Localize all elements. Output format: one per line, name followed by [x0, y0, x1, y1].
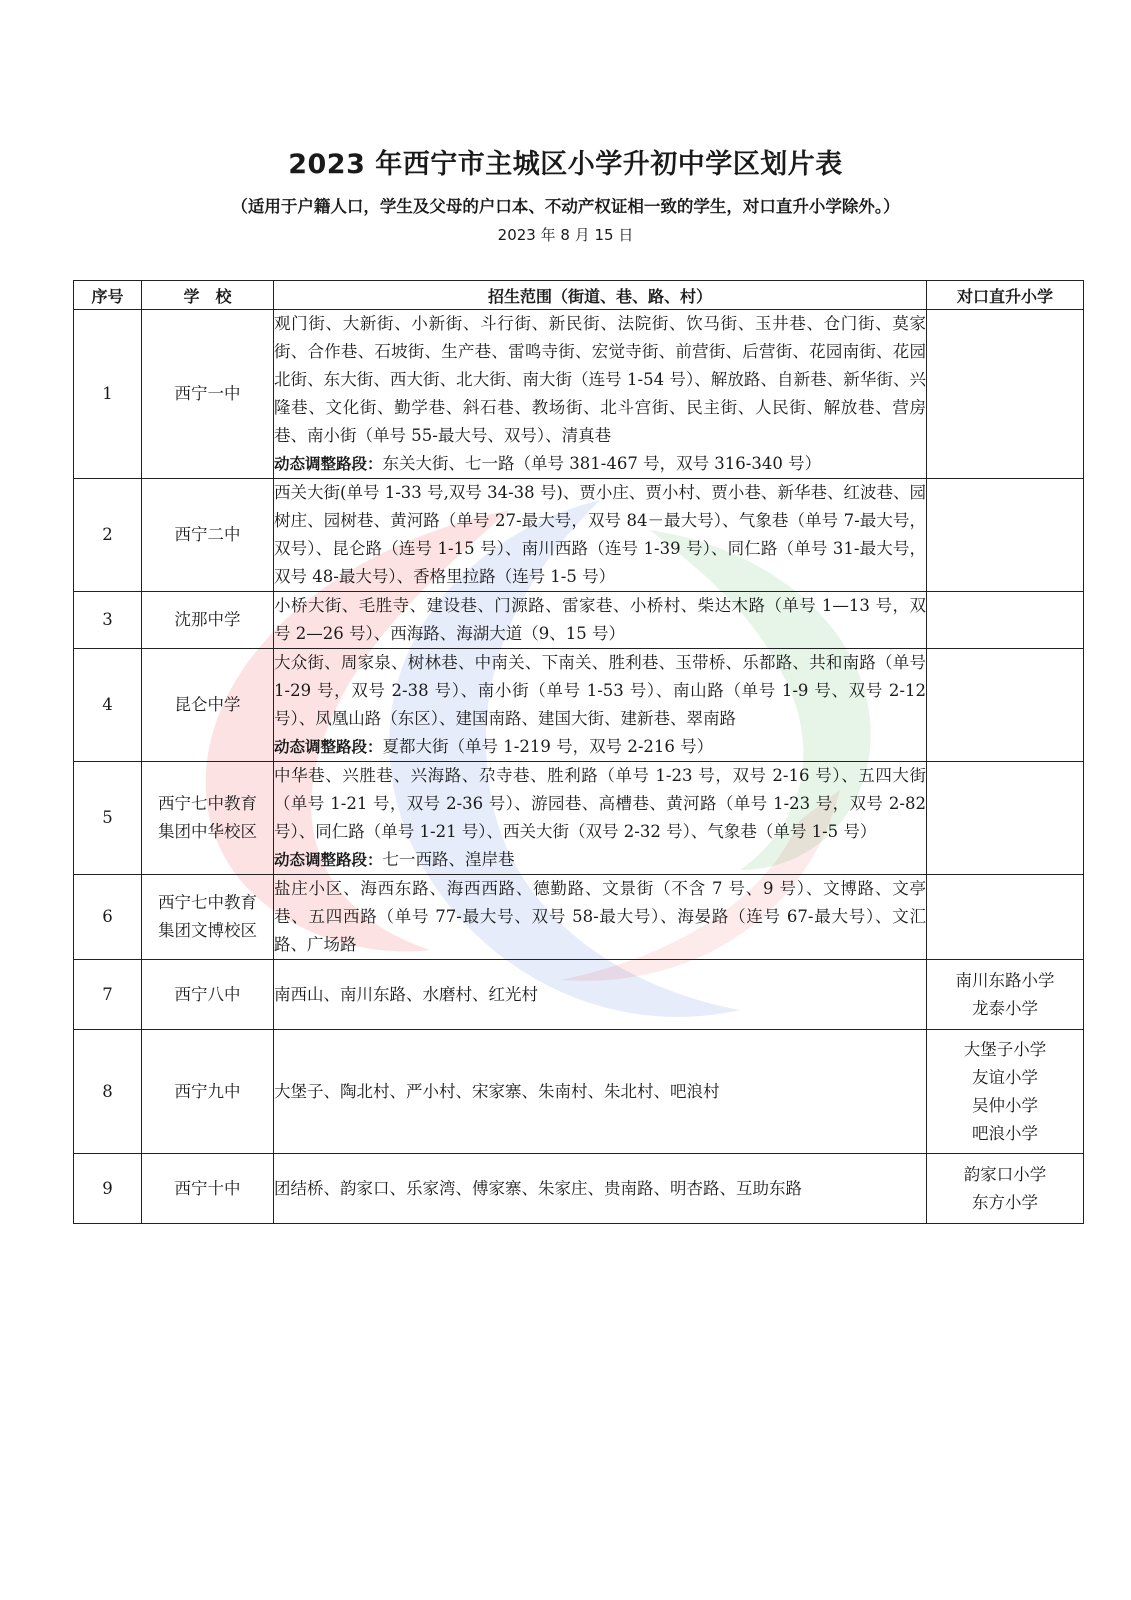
feeder-school: 东方小学 — [972, 1192, 1038, 1212]
row-school — [142, 762, 274, 875]
school-name: 昆仑中学 — [174, 695, 241, 714]
school-name: 西宁七中教育 — [158, 893, 257, 912]
row-feeder — [927, 649, 1084, 762]
row-school — [142, 592, 274, 649]
row-range — [274, 875, 927, 960]
row-feeder — [927, 479, 1084, 592]
row-school — [142, 479, 274, 592]
row-feeder — [927, 310, 1084, 479]
dynamic-adjustment — [274, 733, 926, 761]
row-index: 2 — [74, 479, 142, 592]
range-text: 中华巷、兴胜巷、兴海路、尕寺巷、胜利路（单号 1-23 号，双号 2-16 号）、五四大街（单号 1-21 号，双号 2-36 号）、游园巷、高槽巷、黄河路（单号 1-23 号，双号 2-82 号）、同仁路（单号 1-21 号）、西关大街（双号 2-32 号）、气象巷（单号 1-5 号） — [274, 766, 926, 841]
range-text: 南西山、南川东路、水磨村、红光村 — [274, 984, 538, 1004]
dynamic-text: 夏都大街（单号 1-219 号，双号 2-216 号） — [382, 737, 714, 756]
range-text: 观门街、大新街、小新街、斗行街、新民街、法院街、饮马街、玉井巷、仓门街、莫家街、合作巷、石坡街、生产巷、雷鸣寺街、宏觉寺街、前营街、后营街、花园南街、花园北街、东大街、西大街、北大街、南大街（连号 1-54 号）、解放路、自新巷、新华街、兴隆巷、文化街、勤学巷、斜石巷、教场街、北斗宫街、民主街、人民街、解放巷、营房巷、南小街（单号 55-最大号、双号）、清真巷 — [274, 314, 926, 445]
header-school: 学 校 — [142, 281, 274, 310]
dynamic-label: 动态调整路段： — [274, 851, 383, 869]
row-feeder — [927, 592, 1084, 649]
header-range: 招生范围（街道、巷、路、村） — [274, 281, 927, 310]
row-range — [274, 762, 927, 875]
feeder-school: 吧浪小学 — [972, 1123, 1038, 1143]
row-range — [274, 1154, 927, 1224]
row-school — [142, 1030, 274, 1154]
table-row — [74, 875, 1084, 960]
row-range — [274, 592, 927, 649]
school-name: 集团文博校区 — [158, 921, 257, 940]
school-name: 集团中华校区 — [158, 822, 257, 841]
row-index: 9 — [74, 1154, 142, 1224]
table-row — [74, 310, 1084, 479]
dynamic-label: 动态调整路段： — [274, 455, 383, 473]
row-range — [274, 479, 927, 592]
row-feeder — [927, 960, 1084, 1030]
dynamic-adjustment — [274, 450, 926, 478]
page-subtitle: （适用于户籍人口，学生及父母的户口本、不动产权证相一致的学生，对口直升小学除外。） — [231, 197, 900, 216]
school-name: 西宁一中 — [174, 384, 241, 403]
row-index: 5 — [74, 762, 142, 875]
range-text: 西关大街(单号 1-33 号,双号 34-38 号)、贾小庄、贾小村、贾小巷、新华巷、红波巷、园树庄、园树巷、黄河路（单号 27-最大号，双号 84－最大号）、气象巷（单号 7-最大号，双号）、昆仑路（连号 1-15 号）、南川西路（连号 1-39 号）、同仁路（单号 31-最大号，双号 48-最大号）、香格里拉路（连号 1-5 号） — [274, 483, 926, 586]
range-text: 小桥大街、毛胜寺、建设巷、门源路、雷家巷、小桥村、柴达木路（单号 1—13 号，双号 2—26 号）、西海路、海湖大道（9、15 号） — [274, 596, 926, 643]
dynamic-text: 东关大街、七一路（单号 381-467 号，双号 316-340 号） — [382, 454, 822, 473]
table-row — [74, 479, 1084, 592]
row-range — [274, 310, 927, 479]
table-row — [74, 649, 1084, 762]
dynamic-label: 动态调整路段： — [274, 738, 383, 756]
row-index: 8 — [74, 1030, 142, 1154]
feeder-school: 友谊小学 — [972, 1067, 1038, 1087]
row-school — [142, 649, 274, 762]
page-title: 2023 年西宁市主城区小学升初中学区划片表 — [288, 149, 843, 180]
row-school — [142, 1154, 274, 1224]
feeder-school: 龙泰小学 — [972, 998, 1038, 1018]
row-feeder — [927, 762, 1084, 875]
feeder-school: 吴仲小学 — [972, 1095, 1038, 1115]
table-row — [74, 592, 1084, 649]
row-index: 4 — [74, 649, 142, 762]
table-row — [74, 1154, 1084, 1224]
school-name: 西宁十中 — [174, 1178, 241, 1198]
table-row — [74, 762, 1084, 875]
row-feeder — [927, 1154, 1084, 1224]
row-index: 7 — [74, 960, 142, 1030]
table-row — [74, 1030, 1084, 1154]
school-name: 西宁九中 — [174, 1081, 241, 1101]
row-school — [142, 960, 274, 1030]
range-text: 大众街、周家泉、树林巷、中南关、下南关、胜利巷、玉带桥、乐都路、共和南路（单号 1-29 号，双号 2-38 号）、南小街（单号 1-53 号）、南山路（单号 1-9 号、双号 2-12 号）、凤凰山路（东区）、建国南路、建国大街、建新巷、翠南路 — [274, 653, 926, 728]
table-header-row — [74, 281, 1084, 310]
header-feeder: 对口直升小学 — [927, 281, 1084, 310]
row-range — [274, 1030, 927, 1154]
district-table — [73, 280, 1084, 1224]
feeder-school: 南川东路小学 — [955, 970, 1055, 990]
row-range — [274, 960, 927, 1030]
issue-date: 2023 年 8 月 15 日 — [497, 226, 634, 244]
row-index: 1 — [74, 310, 142, 479]
row-feeder — [927, 875, 1084, 960]
dynamic-adjustment — [274, 846, 926, 874]
dynamic-text: 七一西路、湟岸巷 — [382, 850, 515, 869]
range-text: 盐庄小区、海西东路、海西西路、德勤路、文景街（不含 7 号、9 号）、文博路、文亭巷、五四西路（单号 77-最大号、双号 58-最大号）、海晏路（连号 67-最大号）、文汇路、广场路 — [274, 879, 926, 954]
row-range — [274, 649, 927, 762]
row-school — [142, 310, 274, 479]
school-name: 西宁二中 — [174, 525, 241, 544]
school-name: 沈那中学 — [174, 610, 241, 629]
range-text: 团结桥、韵家口、乐家湾、傅家寨、朱家庄、贵南路、明杏路、互助东路 — [274, 1178, 802, 1198]
row-school — [142, 875, 274, 960]
row-index: 6 — [74, 875, 142, 960]
range-text: 大堡子、陶北村、严小村、宋家寨、朱南村、朱北村、吧浪村 — [274, 1081, 720, 1101]
row-index: 3 — [74, 592, 142, 649]
school-name: 西宁八中 — [174, 984, 241, 1004]
header-index: 序号 — [74, 281, 142, 310]
row-feeder — [927, 1030, 1084, 1154]
feeder-school: 大堡子小学 — [963, 1039, 1047, 1059]
table-row — [74, 960, 1084, 1030]
school-name: 西宁七中教育 — [158, 794, 257, 813]
feeder-school: 韵家口小学 — [963, 1164, 1047, 1184]
